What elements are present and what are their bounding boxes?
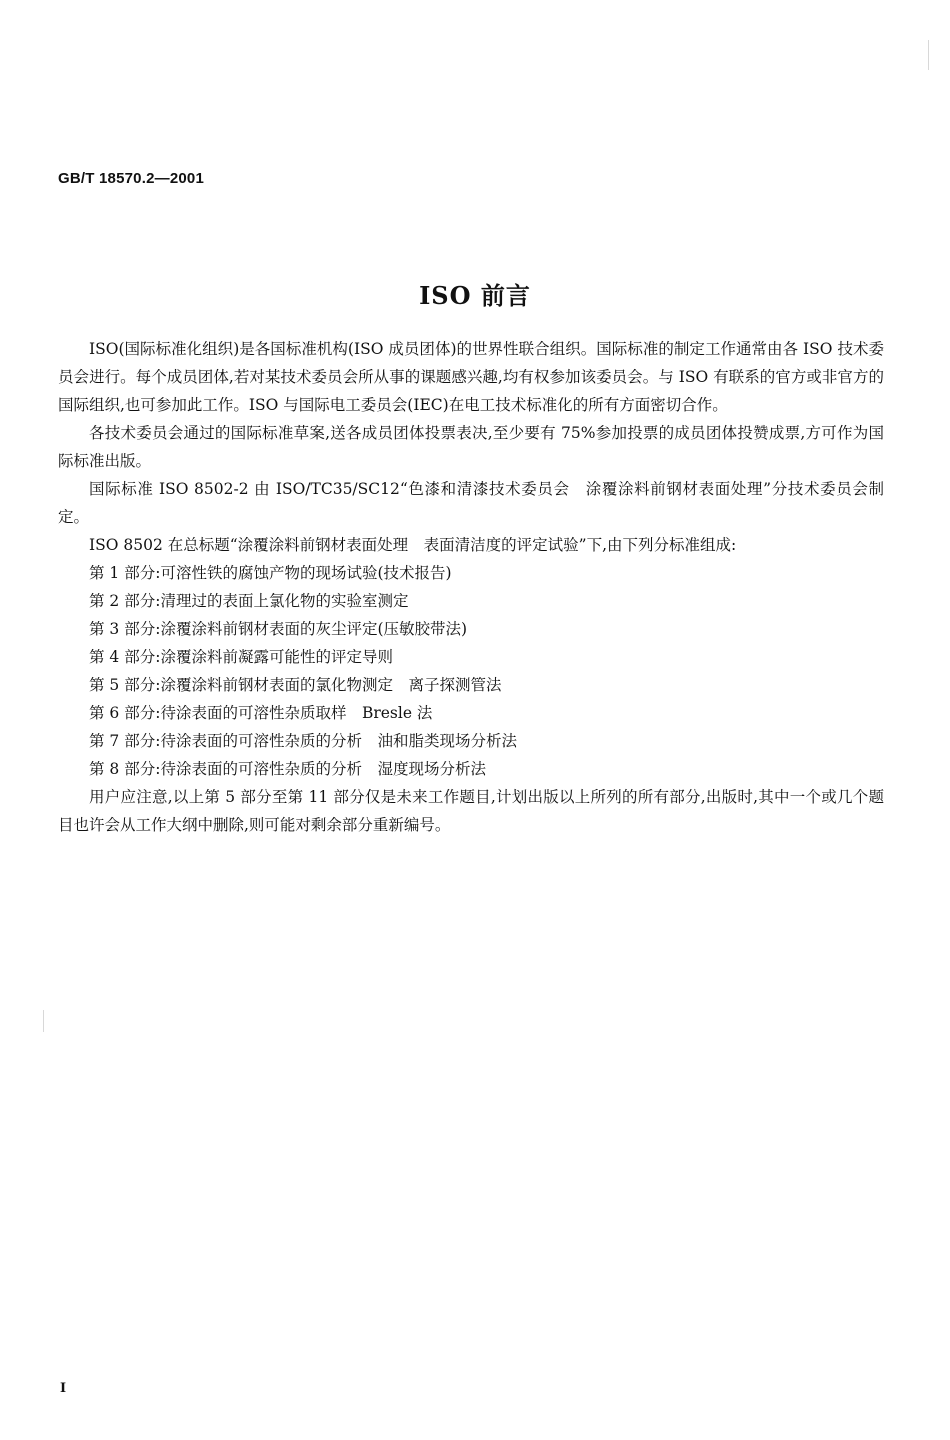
page-number: I [60,1381,67,1396]
list-item: 第 3 部分:涂覆涂料前钢材表面的灰尘评定(压敏胶带法) [89,620,468,638]
paragraph-voting: 各技术委员会通过的国际标准草案,送各成员团体投票表决,至少要有 75%参加投票的成员团体投赞成票,方可作为国际标准出版。 [58,424,884,470]
paragraph-closing: 用户应注意,以上第 5 部分至第 11 部分仅是未来工作题目,计划出版以上所列的所有部分,出版时,其中一个或几个题目也许会从工作大纲中删除,则可能对剩余部分重新编号。 [58,788,884,834]
standard-number: GB/T 18570.2—2001 [58,170,204,187]
scan-artifact-line [928,40,929,70]
paragraph-committee: 国际标准 ISO 8502-2 由 ISO/TC35/SC12“色漆和清漆技术委员会 涂覆涂料前钢材表面处理”分技术委员会制定。 [58,480,884,526]
document-body [58,335,884,839]
page-title: ISO 前言 [419,281,531,310]
list-item: 第 7 部分:待涂表面的可溶性杂质的分析 油和脂类现场分析法 [89,732,517,750]
paragraph-iso-intro: ISO(国际标准化组织)是各国标准机构(ISO 成员团体)的世界性联合组织。国际标准的制定工作通常由各 ISO 技术委员会进行。每个成员团体,若对某技术委员会所从事的课题感兴趣,均有权参加该委员会。与 ISO 有联系的官方或非官方的国际组织,也可参加此工作。ISO 与国际电工委员会(IEC)在电工技术标准化的所有方面密切合作。 [58,340,884,414]
scan-artifact-line [43,1010,44,1032]
list-item: 第 5 部分:涂覆涂料前钢材表面的氯化物测定 离子探测管法 [89,676,502,694]
list-item: 第 6 部分:待涂表面的可溶性杂质取样 Bresle 法 [89,704,433,722]
list-item: 第 1 部分:可溶性铁的腐蚀产物的现场试验(技术报告) [89,564,452,582]
list-item: 第 8 部分:待涂表面的可溶性杂质的分析 湿度现场分析法 [89,760,486,778]
part-list [58,559,884,783]
list-item: 第 2 部分:清理过的表面上氯化物的实验室测定 [89,592,409,610]
paragraph-series: ISO 8502 在总标题“涂覆涂料前钢材表面处理 表面清洁度的评定试验”下,由下列分标准组成: [89,536,737,554]
list-item: 第 4 部分:涂覆涂料前凝露可能性的评定导则 [89,648,393,666]
